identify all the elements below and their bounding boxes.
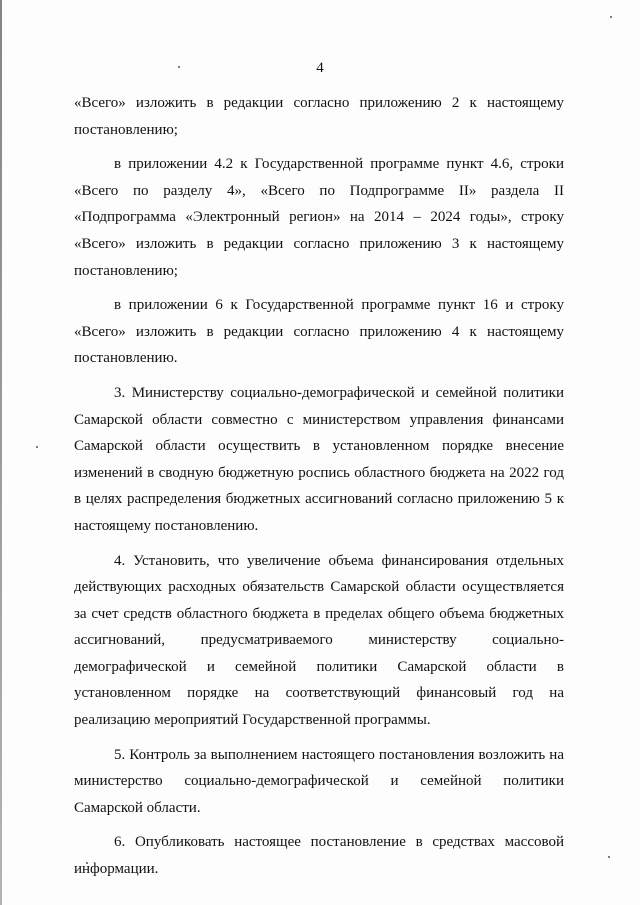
scan-speck — [610, 16, 612, 18]
scan-edge-shadow — [0, 0, 2, 905]
paragraph-item-3: 3. Министерству социально-демографической и семейной политики Самарской области совместно с министерством управления финансами Самарской области осуществить в установленном порядке внесение изменений в сводную бюджетную роспись областного бюджета на 2022 год в целях распределения бюджетных ассигнований согласно приложению 5 к настоящему постановлению. — [74, 384, 564, 534]
paragraph-item-5: 5. Контроль за выполнением настоящего постановления возложить на министерство социально-демографической и семейной политики Самарской области. — [74, 746, 564, 816]
page-number: 4 — [316, 60, 324, 76]
paragraph-item-4: 4. Установить, что увеличение объема финансирования отдельных действующих расходных обязательств Самарской области осуществляется за счет средств областного бюджета в пределах общего объема бюджетных ассигнований, предусматриваемого министерству социально-демографической и семейной политики Самарской области в установленном порядке на соответствующий финансовый год на реализацию мероприятий Государственной программы. — [74, 552, 564, 729]
scan-speck — [36, 446, 38, 448]
paragraph-appendix-4-2: в приложении 4.2 к Государственной программе пункт 4.6, строки «Всего по разделу 4», «Всего по Подпрограмме II» раздела II «Подпрограмма «Электронный регион» на 2014 – 2024 годы», строку «Всего» изложить в редакции согласно приложению 3 к настоящему постановлению; — [74, 156, 564, 279]
scan-speck — [608, 856, 610, 858]
paragraph-appendix-6: в приложении 6 к Государственной программе пункт 16 и строку «Всего» изложить в редакции согласно приложению 4 к настоящему постановлению. — [74, 297, 564, 367]
paragraph-item-6: 6. Опубликовать настоящее постановление в средствах массовой информации. — [74, 834, 564, 878]
document-body — [74, 90, 564, 891]
paragraph-continuation: «Всего» изложить в редакции согласно приложению 2 к настоящему постановлению; — [74, 95, 564, 138]
